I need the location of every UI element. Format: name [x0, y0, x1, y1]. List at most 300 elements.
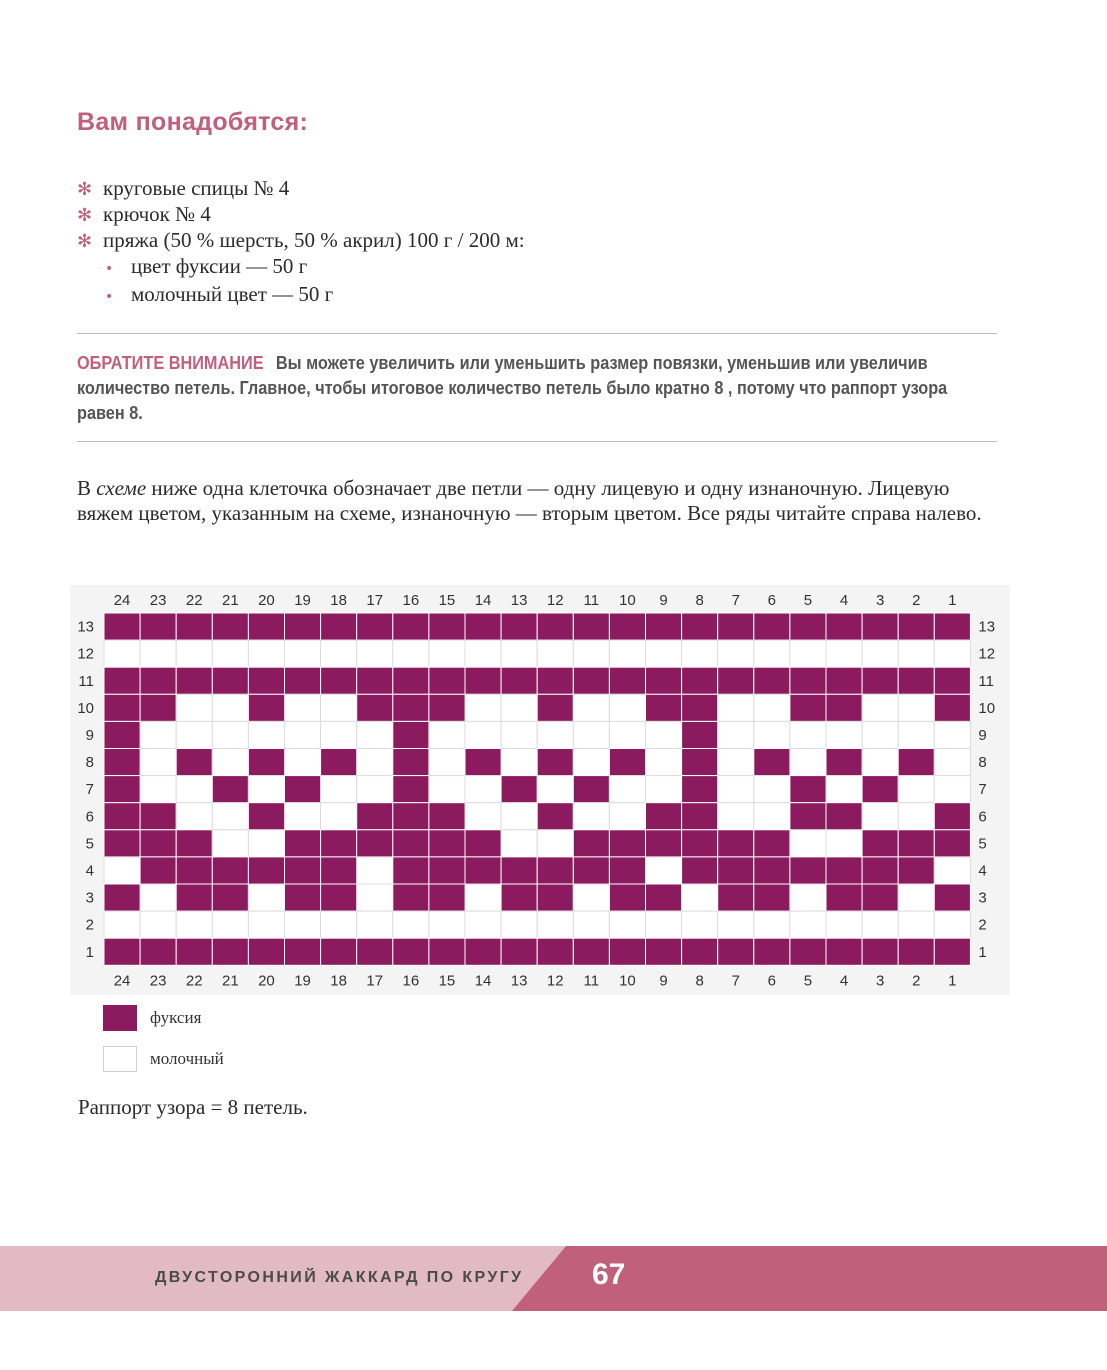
cell-fuchsia [862, 667, 898, 694]
column-label: 20 [258, 972, 275, 990]
column-label: 15 [438, 592, 456, 609]
cell-fuchsia [826, 694, 862, 721]
cell-milk [465, 884, 501, 911]
cell-fuchsia [321, 884, 357, 911]
column-label: 13 [510, 972, 528, 990]
cell-fuchsia [754, 667, 790, 694]
cell-milk [718, 803, 754, 830]
cell-milk [754, 803, 790, 830]
cell-fuchsia [176, 884, 212, 911]
cell-fuchsia [826, 613, 862, 640]
cell-milk [609, 803, 645, 830]
cell-milk [501, 911, 537, 938]
cell-milk [646, 857, 682, 884]
column-label: 14 [474, 592, 492, 609]
cell-fuchsia [429, 613, 465, 640]
cell-fuchsia [862, 776, 898, 803]
cell-fuchsia [573, 830, 609, 857]
cell-fuchsia [862, 857, 898, 884]
cell-fuchsia [285, 884, 321, 911]
cell-fuchsia [682, 667, 718, 694]
cell-milk [573, 803, 609, 830]
column-label: 12 [546, 592, 564, 609]
column-label: 23 [149, 592, 167, 609]
cell-milk [465, 694, 501, 721]
cell-fuchsia [140, 830, 176, 857]
row-label: 7 [978, 781, 987, 799]
cell-fuchsia [104, 803, 140, 830]
cell-fuchsia [537, 857, 573, 884]
cell-fuchsia [176, 749, 212, 776]
column-label: 22 [185, 972, 203, 990]
cell-milk [718, 694, 754, 721]
cell-fuchsia [609, 749, 645, 776]
column-label: 23 [149, 972, 167, 990]
row-label: 12 [77, 645, 94, 663]
column-label: 6 [767, 972, 777, 990]
cell-milk [609, 640, 645, 667]
column-label: 5 [803, 972, 813, 990]
cell-fuchsia [465, 857, 501, 884]
cell-fuchsia [140, 694, 176, 721]
cell-fuchsia [537, 884, 573, 911]
cell-milk [898, 694, 934, 721]
column-label: 3 [875, 592, 885, 609]
cell-fuchsia [754, 938, 790, 965]
list-item: • цвет фуксии — 50 г [77, 254, 525, 282]
cell-milk [429, 911, 465, 938]
row-label: 4 [85, 862, 94, 880]
cell-milk [176, 776, 212, 803]
cell-milk [537, 721, 573, 748]
cell-milk [898, 911, 934, 938]
cell-fuchsia [718, 938, 754, 965]
cell-fuchsia [176, 938, 212, 965]
cell-fuchsia [140, 938, 176, 965]
cell-milk [790, 911, 826, 938]
cell-fuchsia [176, 830, 212, 857]
cell-fuchsia [934, 884, 970, 911]
cell-milk [321, 694, 357, 721]
cell-fuchsia [285, 938, 321, 965]
cell-fuchsia [321, 667, 357, 694]
cell-fuchsia [790, 938, 826, 965]
cell-fuchsia [646, 613, 682, 640]
cell-fuchsia [537, 938, 573, 965]
cell-fuchsia [609, 884, 645, 911]
cell-milk [898, 884, 934, 911]
cell-fuchsia [573, 613, 609, 640]
cell-fuchsia [609, 938, 645, 965]
row-label: 13 [978, 618, 996, 636]
cell-fuchsia [104, 938, 140, 965]
cell-milk [790, 830, 826, 857]
column-label: 5 [803, 592, 813, 609]
legend-swatch [103, 1005, 137, 1031]
cell-fuchsia [393, 749, 429, 776]
cell-milk [898, 776, 934, 803]
cell-milk [826, 830, 862, 857]
cell-fuchsia [573, 938, 609, 965]
cell-milk [573, 640, 609, 667]
cell-milk [790, 721, 826, 748]
column-label: 11 [583, 592, 600, 609]
cell-milk [104, 911, 140, 938]
dot-bullet-icon: • [105, 289, 114, 305]
column-label: 9 [659, 592, 668, 609]
row-label: 6 [85, 808, 94, 826]
cell-milk [357, 857, 393, 884]
cell-fuchsia [212, 776, 248, 803]
cell-fuchsia [357, 803, 393, 830]
cell-fuchsia [790, 667, 826, 694]
cell-fuchsia [826, 884, 862, 911]
cell-fuchsia [393, 803, 429, 830]
cell-fuchsia [646, 884, 682, 911]
cell-fuchsia [285, 613, 321, 640]
cell-milk [212, 749, 248, 776]
cell-milk [573, 694, 609, 721]
cell-fuchsia [140, 803, 176, 830]
cell-fuchsia [429, 938, 465, 965]
row-label: 8 [978, 754, 987, 772]
cell-milk [248, 721, 284, 748]
cell-fuchsia [140, 667, 176, 694]
column-label: 2 [912, 972, 921, 990]
cell-fuchsia [429, 694, 465, 721]
cell-fuchsia [682, 613, 718, 640]
cell-fuchsia [393, 830, 429, 857]
cell-milk [898, 640, 934, 667]
row-label: 10 [77, 699, 94, 717]
column-label: 10 [619, 592, 636, 609]
cell-milk [718, 721, 754, 748]
cell-fuchsia [104, 721, 140, 748]
cell-fuchsia [826, 938, 862, 965]
cell-fuchsia [104, 884, 140, 911]
column-label: 20 [258, 592, 275, 609]
cell-milk [790, 640, 826, 667]
column-label: 9 [659, 972, 668, 990]
legend-swatch [103, 1046, 137, 1072]
cell-milk [501, 749, 537, 776]
cell-fuchsia [357, 938, 393, 965]
cell-fuchsia [646, 830, 682, 857]
cell-fuchsia [285, 857, 321, 884]
cell-fuchsia [682, 938, 718, 965]
cell-milk [285, 749, 321, 776]
column-label: 17 [366, 972, 384, 990]
cell-fuchsia [754, 857, 790, 884]
row-label: 11 [78, 672, 94, 690]
cell-fuchsia [862, 938, 898, 965]
cell-fuchsia [321, 830, 357, 857]
row-label: 12 [978, 645, 996, 663]
cell-fuchsia [682, 721, 718, 748]
materials-list [77, 176, 525, 310]
cell-fuchsia [537, 749, 573, 776]
cell-milk [176, 721, 212, 748]
cell-fuchsia [646, 803, 682, 830]
cell-fuchsia [501, 776, 537, 803]
cell-fuchsia [790, 803, 826, 830]
cell-fuchsia [754, 749, 790, 776]
cell-milk [285, 694, 321, 721]
cell-fuchsia [537, 667, 573, 694]
cell-milk [934, 911, 970, 938]
cell-milk [609, 911, 645, 938]
cell-fuchsia [429, 830, 465, 857]
cell-fuchsia [862, 884, 898, 911]
cell-fuchsia [898, 749, 934, 776]
cell-milk [754, 640, 790, 667]
cell-fuchsia [898, 667, 934, 694]
cell-fuchsia [176, 613, 212, 640]
column-label: 15 [438, 972, 456, 990]
rapport-text: Раппорт узора = 8 петель. [78, 1095, 308, 1119]
cell-fuchsia [573, 857, 609, 884]
cell-milk [501, 694, 537, 721]
column-label: 6 [767, 592, 777, 609]
cell-fuchsia [248, 938, 284, 965]
cell-fuchsia [429, 667, 465, 694]
cell-fuchsia [104, 776, 140, 803]
column-label: 24 [113, 972, 131, 990]
column-label: 3 [875, 972, 885, 990]
cell-fuchsia [465, 613, 501, 640]
list-item: ✻ пряжа (50 % шерсть, 50 % акрил) 100 г / 200 м: [77, 228, 525, 252]
cell-fuchsia [501, 613, 537, 640]
cell-fuchsia [285, 667, 321, 694]
cell-fuchsia [212, 613, 248, 640]
column-label: 24 [113, 592, 131, 609]
cell-milk [465, 776, 501, 803]
cell-fuchsia [393, 721, 429, 748]
row-label: 4 [978, 862, 987, 880]
cell-milk [140, 776, 176, 803]
cell-milk [826, 721, 862, 748]
cell-milk [321, 640, 357, 667]
cell-fuchsia [718, 830, 754, 857]
cell-fuchsia [248, 857, 284, 884]
column-label: 17 [366, 592, 384, 609]
cell-fuchsia [537, 613, 573, 640]
cell-milk [718, 776, 754, 803]
cell-fuchsia [934, 803, 970, 830]
cell-fuchsia [898, 857, 934, 884]
cell-fuchsia [754, 884, 790, 911]
cell-fuchsia [826, 857, 862, 884]
cell-milk [646, 911, 682, 938]
cell-milk [465, 803, 501, 830]
cell-milk [754, 721, 790, 748]
cell-milk [212, 694, 248, 721]
cell-milk [465, 721, 501, 748]
cell-milk [826, 640, 862, 667]
dot-bullet-icon: • [105, 261, 114, 277]
row-label: 1 [978, 943, 987, 961]
cell-fuchsia [321, 749, 357, 776]
column-label: 8 [695, 972, 704, 990]
cell-milk [285, 640, 321, 667]
cell-fuchsia [393, 857, 429, 884]
cell-milk [465, 640, 501, 667]
footer-title: ДВУСТОРОННИЙ ЖАККАРД ПО КРУГУ [155, 1269, 524, 1286]
cell-fuchsia [248, 667, 284, 694]
cell-milk [140, 911, 176, 938]
cell-milk [248, 884, 284, 911]
cell-milk [754, 694, 790, 721]
cell-milk [321, 803, 357, 830]
row-label: 5 [85, 835, 94, 853]
cell-fuchsia [429, 857, 465, 884]
cell-fuchsia [898, 613, 934, 640]
cell-milk [501, 830, 537, 857]
cell-milk [934, 749, 970, 776]
cell-fuchsia [176, 857, 212, 884]
column-label: 4 [839, 972, 849, 990]
cell-fuchsia [429, 803, 465, 830]
cell-fuchsia [790, 857, 826, 884]
cell-fuchsia [393, 667, 429, 694]
cell-fuchsia [826, 803, 862, 830]
cell-milk [862, 694, 898, 721]
cell-fuchsia [646, 667, 682, 694]
column-label: 22 [185, 592, 203, 609]
cell-milk [393, 640, 429, 667]
cell-fuchsia [104, 830, 140, 857]
chart-svg [70, 585, 1010, 995]
column-label: 1 [948, 972, 957, 990]
snowflake-bullet-icon: ✻ [77, 231, 93, 252]
cell-milk [357, 776, 393, 803]
cell-milk [357, 749, 393, 776]
cell-milk [718, 749, 754, 776]
column-label: 12 [546, 972, 564, 990]
cell-fuchsia [573, 776, 609, 803]
cell-milk [537, 776, 573, 803]
cell-fuchsia [682, 803, 718, 830]
cell-milk [609, 776, 645, 803]
cell-milk [140, 721, 176, 748]
cell-fuchsia [357, 694, 393, 721]
cell-fuchsia [934, 938, 970, 965]
cell-fuchsia [248, 749, 284, 776]
note-label: ОБРАТИТЕ ВНИМАНИЕ [77, 352, 264, 373]
cell-fuchsia [718, 613, 754, 640]
cell-milk [321, 721, 357, 748]
cell-fuchsia [790, 694, 826, 721]
cell-milk [646, 640, 682, 667]
cell-milk [104, 640, 140, 667]
cell-fuchsia [718, 857, 754, 884]
cell-milk [754, 776, 790, 803]
snowflake-bullet-icon: ✻ [77, 205, 93, 226]
cell-fuchsia [321, 938, 357, 965]
cell-fuchsia [104, 667, 140, 694]
cell-fuchsia [393, 884, 429, 911]
cell-milk [934, 640, 970, 667]
row-label: 6 [978, 808, 987, 826]
cell-milk [646, 749, 682, 776]
column-label: 2 [912, 592, 921, 609]
cell-fuchsia [393, 776, 429, 803]
column-label: 11 [583, 972, 600, 990]
cell-fuchsia [826, 667, 862, 694]
cell-milk [248, 640, 284, 667]
column-label: 7 [731, 592, 740, 609]
cell-fuchsia [790, 613, 826, 640]
cell-milk [285, 721, 321, 748]
cell-fuchsia [754, 830, 790, 857]
row-label: 9 [978, 726, 987, 744]
cell-fuchsia [934, 830, 970, 857]
cell-milk [357, 884, 393, 911]
cell-milk [501, 803, 537, 830]
row-label: 5 [978, 835, 987, 853]
cell-milk [176, 803, 212, 830]
cell-milk [176, 694, 212, 721]
cell-milk [862, 721, 898, 748]
row-label: 8 [85, 754, 94, 772]
cell-fuchsia [176, 667, 212, 694]
cell-milk [357, 721, 393, 748]
note-block [77, 350, 992, 425]
cell-milk [429, 776, 465, 803]
snowflake-bullet-icon: ✻ [77, 179, 93, 200]
cell-milk [248, 830, 284, 857]
column-label: 18 [330, 592, 347, 609]
cell-milk [501, 640, 537, 667]
list-item: • молочный цвет — 50 г [77, 282, 525, 310]
cell-fuchsia [321, 857, 357, 884]
column-label: 7 [731, 972, 740, 990]
cell-fuchsia [682, 830, 718, 857]
row-label: 3 [978, 889, 987, 907]
cell-milk [321, 911, 357, 938]
cell-milk [321, 776, 357, 803]
cell-milk [429, 640, 465, 667]
cell-milk [104, 857, 140, 884]
cell-fuchsia [285, 776, 321, 803]
cell-milk [646, 721, 682, 748]
cell-milk [573, 749, 609, 776]
cell-milk [140, 749, 176, 776]
note-text: Вы можете увеличить или уменьшить размер повязки, уменьшив или увеличив количество петель. Главное, чтобы итоговое количество петель было кратно 8 , потому что раппорт узора равен 8. [77, 352, 948, 423]
cell-milk [826, 776, 862, 803]
cell-milk [212, 803, 248, 830]
row-label: 9 [85, 726, 94, 744]
cell-milk [754, 911, 790, 938]
cell-milk [212, 911, 248, 938]
cell-fuchsia [393, 938, 429, 965]
cell-fuchsia [934, 694, 970, 721]
cell-fuchsia [465, 938, 501, 965]
cell-fuchsia [898, 938, 934, 965]
divider [77, 333, 997, 334]
cell-milk [537, 911, 573, 938]
cell-fuchsia [212, 884, 248, 911]
cell-milk [790, 749, 826, 776]
cell-milk [898, 721, 934, 748]
cell-fuchsia [104, 613, 140, 640]
cell-milk [429, 721, 465, 748]
cell-fuchsia [573, 667, 609, 694]
cell-fuchsia [934, 667, 970, 694]
cell-fuchsia [212, 938, 248, 965]
cell-fuchsia [826, 749, 862, 776]
cell-fuchsia [682, 776, 718, 803]
